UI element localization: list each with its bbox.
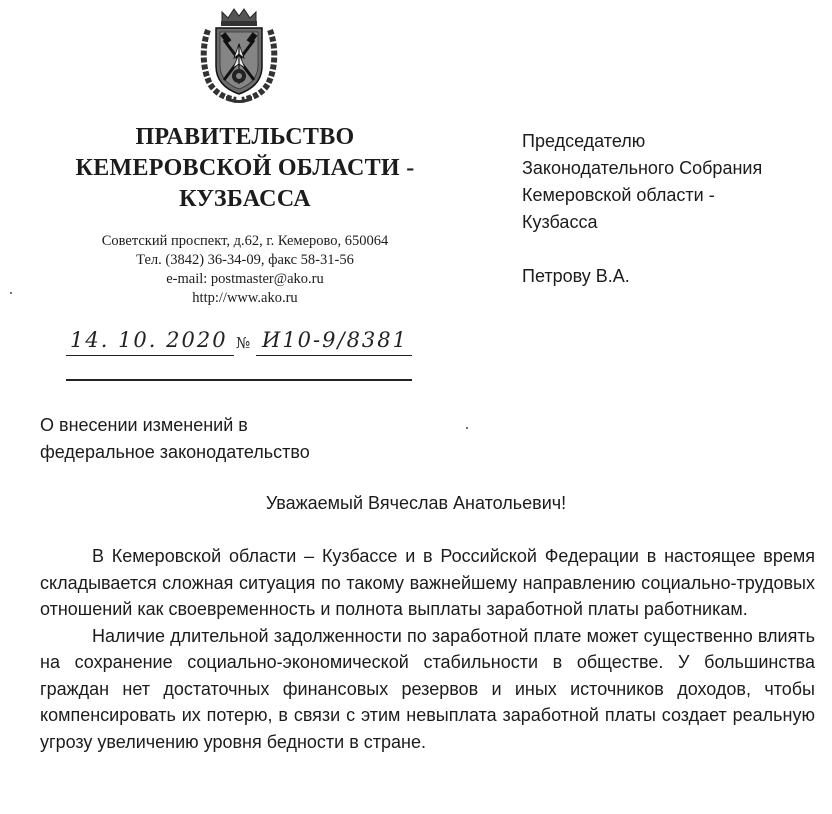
subject-line: О внесении изменений в bbox=[40, 415, 248, 435]
contact-email: e-mail: postmaster@ako.ru bbox=[166, 271, 324, 287]
contact-phone: Тел. (3842) 36-34-09, факс 58-31-56 bbox=[136, 252, 354, 268]
contact-address: Советский проспект, д.62, г. Кемерово, 650064 bbox=[101, 233, 389, 249]
organization-name-line: КЕМЕРОВСКОЙ ОБЛАСТИ - bbox=[75, 155, 415, 181]
addressee-name: Петрову В.А. bbox=[522, 266, 630, 286]
registration-date: 14. 10. 2020 bbox=[70, 328, 228, 352]
body-paragraph: В Кемеровской области – Кузбассе и в Российской Федерации в настоящее время складывается сложная ситуация по такому важнейшему направлению социально-трудовых отношений как своевременность и полнота выплаты заработной платы работникам. bbox=[40, 546, 815, 619]
registration-number: И10-9/8381 bbox=[262, 328, 409, 352]
registration-line bbox=[66, 328, 412, 360]
contact-block bbox=[40, 232, 450, 308]
greeting: Уважаемый Вячеслав Анатольевич! bbox=[265, 493, 567, 513]
subject-block bbox=[40, 412, 400, 466]
addressee-line: Кемеровской области - bbox=[522, 185, 715, 205]
organization-name bbox=[40, 122, 450, 215]
body-paragraph: Наличие длительной задолженности по заработной плате может существенно влиять на сохранение социально-экономической стабильности в обществе. У большинства граждан нет достаточных финансовых резервов и иных источников доходов, чтобы компенсировать их потерю, в связи с этим невыплата заработной платы создает реальную угрозу увеличению уровня бедности в стране. bbox=[40, 625, 815, 752]
registration-number-sign: № bbox=[236, 334, 251, 352]
contact-website: http://www.ako.ru bbox=[192, 290, 298, 306]
coat-of-arms-icon bbox=[200, 6, 278, 104]
organization-name-line: ПРАВИТЕЛЬСТВО bbox=[135, 124, 355, 150]
organization-name-line: КУЗБАССА bbox=[179, 186, 311, 212]
addressee-line: Законодательного Собрания bbox=[522, 158, 763, 178]
scan-speck bbox=[466, 427, 468, 429]
addressee-line: Кузбасса bbox=[522, 212, 598, 232]
letter-body bbox=[40, 543, 815, 755]
addressee-block bbox=[522, 128, 822, 290]
registration-separator bbox=[66, 379, 412, 381]
addressee-line: Председателю bbox=[522, 131, 646, 151]
scan-speck bbox=[10, 292, 12, 294]
subject-line: федеральное законодательство bbox=[40, 442, 310, 462]
